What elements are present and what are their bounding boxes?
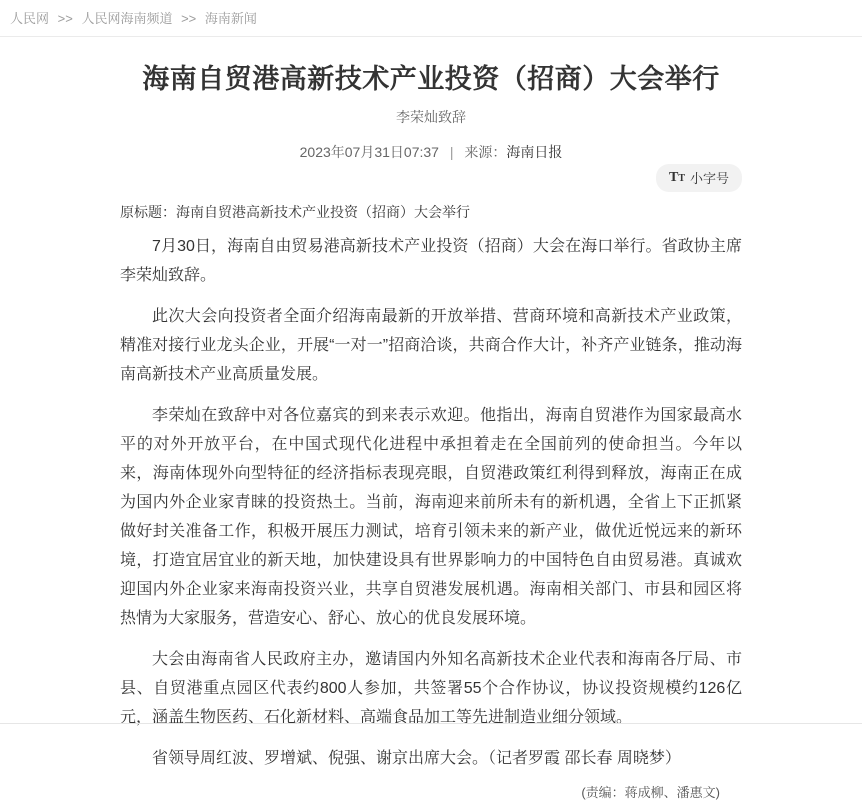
font-size-icon: TT xyxy=(668,170,685,185)
meta-separator: | xyxy=(449,144,454,160)
article xyxy=(120,61,742,801)
original-title-line: 原标题：海南自贸港高新技术产业投资（招商）大会举行 xyxy=(120,204,470,220)
publish-date: 2023年07月31日07:37 xyxy=(299,144,439,160)
breadcrumb-separator: >> xyxy=(181,11,197,26)
article-toolbar xyxy=(120,164,742,190)
article-paragraph: 李荣灿在致辞中对各位嘉宾的到来表示欢迎。他指出，海南自贸港作为国家最高水平的对外开放平台，在中国式现代化进程中承担着走在全国前列的使命担当。今年以来，海南体现外向型特征的经济指标表现亮眼，自贸港政策红利得到释放，海南正在成为国内外企业家青睐的投资热土。当前，海南迎来前所未有的新机遇，全省上下正抓紧做好封关准备工作，积极开展压力测试，培育引领未来的新产业，做优近悦远来的新环境，打造宜居宜业的新天地，加快建设具有世界影响力的中国特色自由贸易港。真诚欢迎国内外企业家来海南投资兴业，共享自贸港发展机遇。海南相关部门、市县和园区将热情为大家服务，营造安心、舒心、放心的优良发展环境。 xyxy=(120,407,742,627)
article-meta xyxy=(120,142,742,162)
article-title: 海南自贸港高新技术产业投资（招商）大会举行 xyxy=(142,64,720,94)
article-body xyxy=(120,202,742,801)
article-paragraph: 大会由海南省人民政府主办，邀请国内外知名高新技术企业代表和海南各厅局、市县、自贸港重点园区代表约800人参加，共签署55个合作协议，协议投资规模约126亿元，涵盖生物医药、石化新材料、高端食品加工等先进制造业细分领域。 xyxy=(120,651,742,726)
article-paragraph: 7月30日，海南自由贸易港高新技术产业投资（招商）大会在海口举行。省政协主席李荣灿致辞。 xyxy=(120,238,742,284)
breadcrumb-link-peoples-net[interactable]: 人民网 xyxy=(10,11,50,26)
article-paragraph: 省领导周红波、罗增斌、倪强、谢京出席大会。（记者罗霞 邵长春 周晓梦） xyxy=(152,750,681,767)
article-paragraph: 此次大会向投资者全面介绍海南最新的开放举措、营商环境和高新技术产业政策，精准对接行业龙头企业，开展“一对一”招商洽谈，共商合作大计，补齐产业链条，推动海南高新技术产业高质量发展。 xyxy=(120,308,742,383)
bottom-divider xyxy=(0,723,862,724)
breadcrumb-separator: >> xyxy=(57,11,73,26)
font-size-button-label: 小字号 xyxy=(689,171,729,186)
source-label: 来源： xyxy=(464,144,507,160)
breadcrumb-link-hainan-channel[interactable]: 人民网海南频道 xyxy=(81,11,173,26)
breadcrumb-link-hainan-news[interactable]: 海南新闻 xyxy=(204,11,257,26)
editor-credit: (责编：蒋成柳、潘惠文) xyxy=(581,785,720,800)
breadcrumb xyxy=(0,0,862,37)
source-link[interactable]: 海南日报 xyxy=(506,144,563,160)
article-subtitle: 李荣灿致辞 xyxy=(396,109,466,125)
font-size-button[interactable] xyxy=(656,164,742,192)
